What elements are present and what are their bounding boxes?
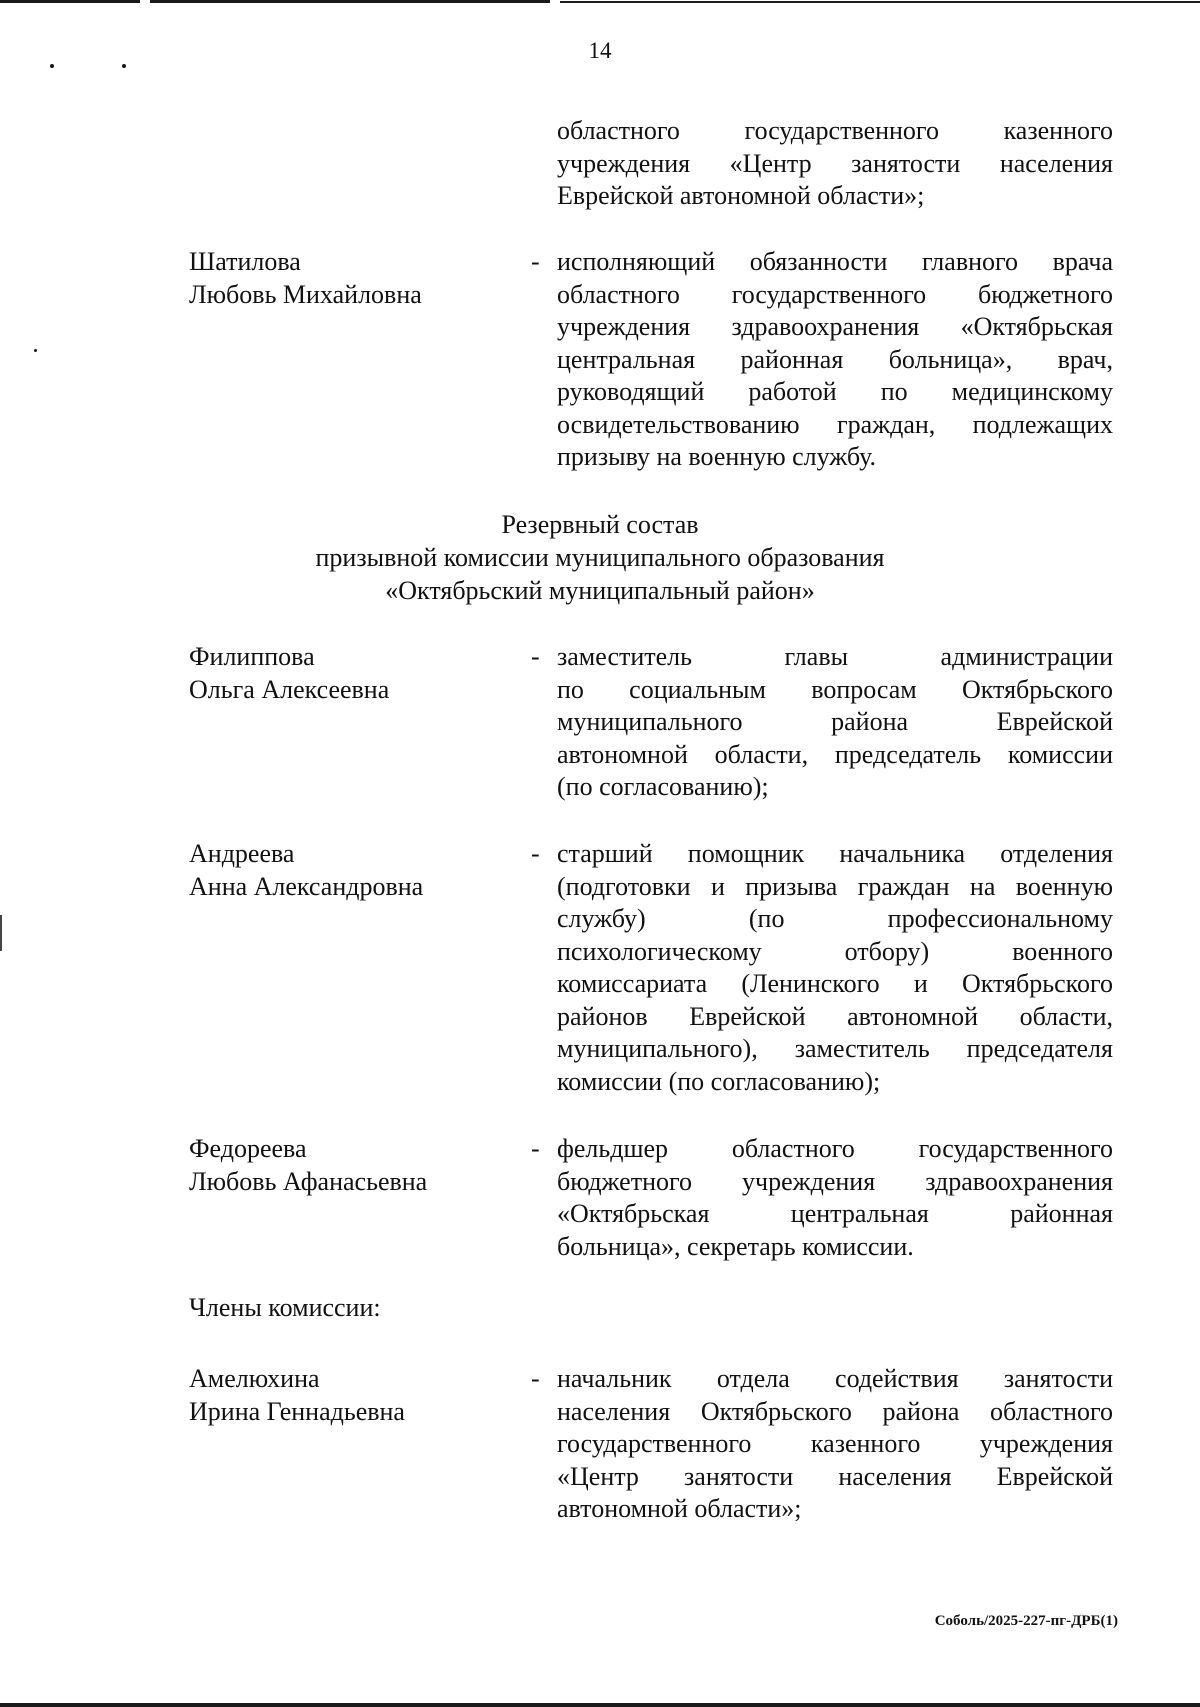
desc-line: призыву на военную службу. xyxy=(557,442,877,471)
desc-line: муниципального), заместитель председателя xyxy=(557,1034,1113,1063)
desc-line: центральная районная больница», врач, xyxy=(557,344,1113,374)
desc-line: автономной области, председатель комиссии xyxy=(557,739,1113,769)
intro-continuation xyxy=(557,115,1113,213)
desc-line: бюджетного учреждения здравоохранения xyxy=(557,1166,1113,1196)
desc-line: по социальным вопросам Октябрьского xyxy=(557,674,1113,704)
member-given-names: Любовь Михайловна xyxy=(189,279,422,309)
reserve-heading xyxy=(0,508,1200,607)
member-surname: Шатилова xyxy=(189,247,301,276)
member-position xyxy=(557,641,1113,804)
desc-line: областного государственного казенного xyxy=(557,116,1113,145)
desc-line: исполняющий обязанности главного врача xyxy=(557,247,1113,276)
desc-line: автономной области»; xyxy=(557,1494,802,1523)
desc-line: областного государственного бюджетного xyxy=(557,279,1113,309)
member-name xyxy=(189,838,423,903)
desc-line: фельдшер областного государственного xyxy=(557,1134,1113,1163)
desc-line: учреждения «Центр занятости населения xyxy=(557,148,1113,178)
desc-line: «Октябрьская центральная районная xyxy=(557,1199,1113,1228)
entry-dash: - xyxy=(531,1364,540,1393)
member-surname: Федореева xyxy=(189,1134,307,1163)
scan-edge-mark xyxy=(0,915,2,951)
desc-line: комиссии (по согласованию); xyxy=(557,1066,881,1096)
heading-line: «Октябрьский муниципальный район» xyxy=(385,576,815,605)
desc-line: старший помощник начальника отделения xyxy=(557,839,1113,868)
scan-speck xyxy=(34,349,37,352)
member-position xyxy=(557,1363,1113,1526)
member-name xyxy=(189,246,422,311)
scan-bottom-edge xyxy=(0,1703,1200,1707)
member-name xyxy=(189,1133,427,1198)
member-name xyxy=(189,641,389,706)
desc-line: психологическому отбору) военного xyxy=(557,936,1113,966)
member-surname: Филиппова xyxy=(189,642,315,671)
desc-line: больница», секретарь комиссии. xyxy=(557,1231,914,1261)
desc-line: руководящий работой по медицинскому xyxy=(557,377,1113,406)
member-position xyxy=(557,1133,1113,1263)
entry-dash: - xyxy=(531,1134,540,1163)
document-code: Соболь/2025-227-пг-ДРБ(1) xyxy=(934,1613,1118,1629)
member-name xyxy=(189,1363,405,1428)
heading-line: призывной комиссии муниципального образования xyxy=(315,543,885,572)
desc-line: (подготовки и призыва граждан на военную xyxy=(557,871,1113,901)
desc-line: Еврейской автономной области»; xyxy=(557,181,925,210)
desc-line: освидетельствованию граждан, подлежащих xyxy=(557,409,1113,439)
desc-line: муниципального района Еврейской xyxy=(557,707,1113,736)
desc-line: службу) (по профессиональному xyxy=(557,904,1113,933)
member-surname: Андреева xyxy=(189,839,295,868)
scan-top-edge xyxy=(0,0,1200,4)
desc-line: учреждения здравоохранения «Октябрьская xyxy=(557,312,1113,341)
desc-line: (по согласованию); xyxy=(557,772,769,801)
desc-line: комиссариата (Ленинского и Октябрьского xyxy=(557,969,1113,998)
desc-line: «Центр занятости населения Еврейской xyxy=(557,1461,1113,1491)
desc-line: начальник отдела содействия занятости xyxy=(557,1364,1113,1393)
scan-speck xyxy=(50,64,54,68)
member-position xyxy=(557,246,1113,474)
heading-line: Резервный состав xyxy=(501,510,699,539)
entry-dash: - xyxy=(531,247,540,276)
member-surname: Амелюхина xyxy=(189,1364,320,1393)
scan-speck xyxy=(122,64,126,68)
desc-line: населения Октябрьского района областного xyxy=(557,1396,1113,1426)
member-position xyxy=(557,838,1113,1098)
desc-line: государственного казенного учреждения xyxy=(557,1429,1113,1458)
member-given-names: Анна Александровна xyxy=(189,871,424,901)
desc-line: районов Еврейской автономной области, xyxy=(557,1001,1113,1031)
member-given-names: Любовь Афанасьевна xyxy=(189,1166,428,1196)
member-given-names: Ирина Геннадьевна xyxy=(189,1396,405,1426)
members-section-label: Члены комиссии: xyxy=(189,1293,381,1322)
entry-dash: - xyxy=(531,642,540,671)
desc-line: заместитель главы администрации xyxy=(557,642,1113,671)
page-number: 14 xyxy=(588,38,612,63)
member-given-names: Ольга Алексеевна xyxy=(189,674,390,704)
entry-dash: - xyxy=(531,839,540,868)
